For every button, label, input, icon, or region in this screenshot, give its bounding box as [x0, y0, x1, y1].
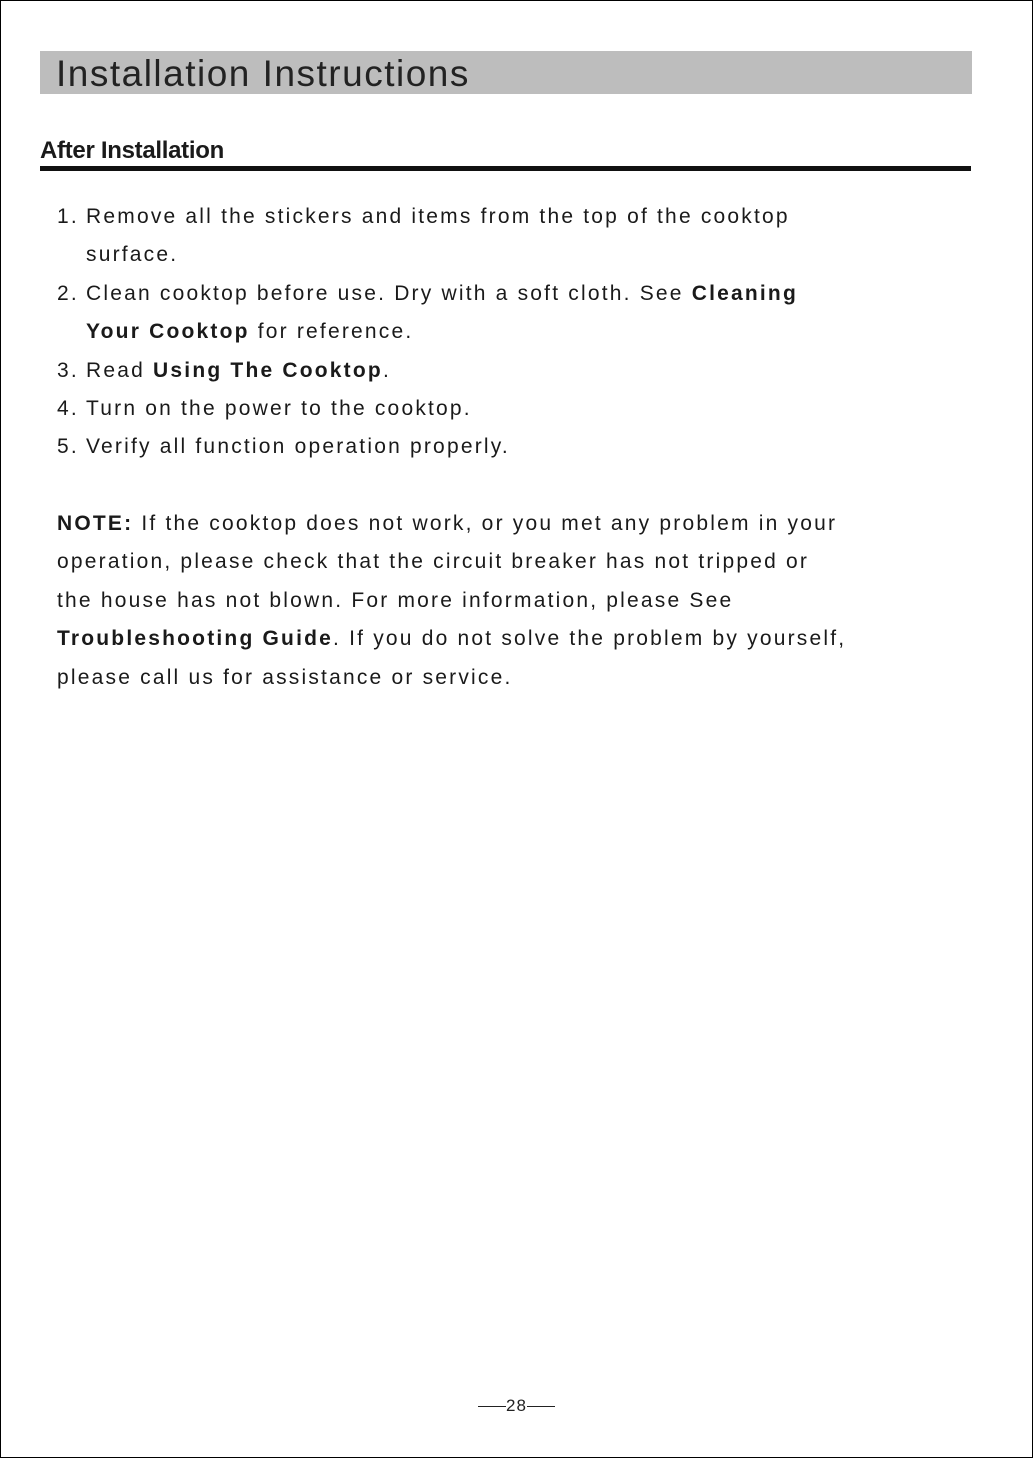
step-line: surface.	[86, 243, 179, 267]
step-line-text: Read	[86, 358, 154, 382]
your-cooktop-reference: Your Cooktop	[86, 320, 250, 344]
step-text: Turn on the power to the cooktop.	[86, 397, 472, 421]
step-line	[86, 313, 937, 351]
step-text	[86, 352, 937, 390]
step-line-text: Clean cooktop before use. Dry with a soft cloth. See	[86, 281, 692, 305]
list-item	[57, 352, 937, 390]
note-line: please call us for assistance or service.	[57, 665, 513, 689]
note-line: operation, please check that the circuit breaker has not tripped or	[57, 550, 810, 574]
step-text	[86, 275, 937, 352]
step-number: 3.	[57, 358, 79, 382]
note-line	[57, 620, 957, 658]
page-number-value: 28	[506, 1396, 527, 1415]
list-item	[57, 275, 937, 352]
using-the-cooktop-reference: Using The Cooktop	[153, 358, 383, 382]
step-number: 2.	[57, 281, 79, 305]
note-line-text: . If you do not solve the problem by yourself,	[333, 627, 847, 651]
list-item	[57, 198, 937, 275]
list-item	[57, 390, 937, 428]
note-label: NOTE:	[57, 512, 134, 535]
note-paragraph	[57, 505, 957, 697]
cleaning-reference: Cleaning	[691, 281, 798, 305]
step-number: 5.	[57, 435, 79, 459]
section-heading: After Installation	[40, 137, 224, 164]
step-line: Remove all the stickers and items from the top of the cooktop	[86, 205, 790, 228]
page-number-dash-right	[527, 1406, 555, 1408]
step-line-suffix: .	[382, 358, 391, 382]
title-bar	[40, 51, 972, 94]
step-line-text: for reference.	[249, 320, 414, 344]
step-line	[86, 275, 937, 313]
troubleshooting-guide-reference: Troubleshooting Guide	[57, 627, 334, 651]
note-line: the house has not blown. For more information, please See	[57, 588, 734, 612]
section-divider	[40, 166, 971, 171]
page-title: Installation Instructions	[56, 53, 470, 94]
steps-list	[57, 198, 937, 467]
page-number	[0, 1396, 1033, 1416]
list-item	[57, 428, 937, 466]
step-number: 1.	[57, 205, 79, 228]
step-number: 4.	[57, 397, 79, 421]
page-number-dash-left	[478, 1406, 506, 1408]
step-text: Verify all function operation properly.	[86, 435, 510, 459]
note-line	[57, 505, 957, 543]
step-text	[86, 198, 937, 275]
note-line-text: If the cooktop does not work, or you met any problem in your	[133, 512, 838, 535]
